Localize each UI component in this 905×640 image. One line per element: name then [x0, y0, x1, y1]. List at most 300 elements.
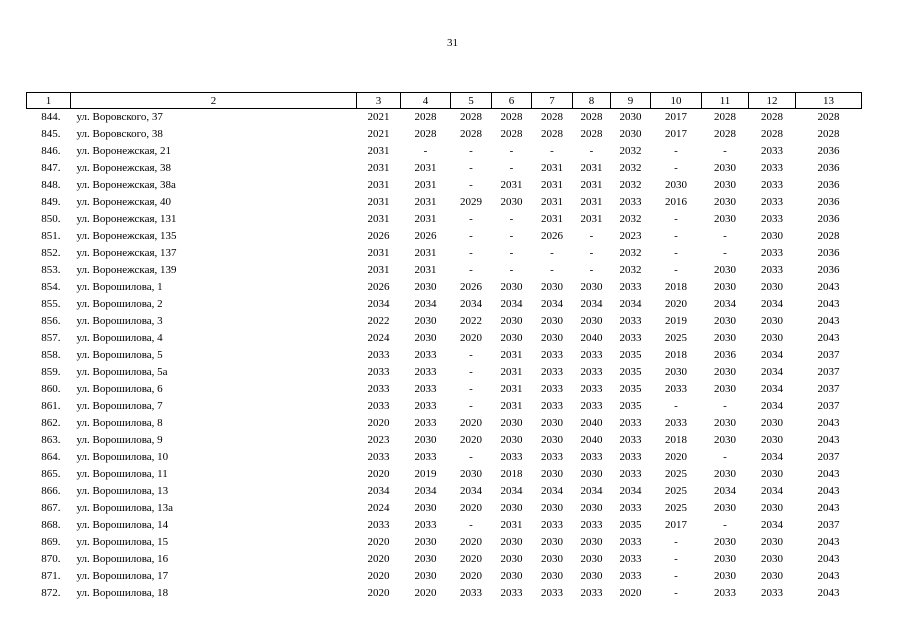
- year-cell: 2030: [500, 281, 523, 293]
- year-cell: 2030: [541, 315, 563, 327]
- year-cell: -: [469, 366, 473, 378]
- year-cell: 2031: [580, 179, 603, 191]
- year-cell: 2017: [665, 111, 687, 123]
- row-number: 858.: [41, 349, 61, 361]
- year-cell: 2035: [619, 349, 642, 361]
- year-cell: -: [469, 451, 473, 463]
- year-cell: 2030: [714, 315, 736, 327]
- year-cell: 2037: [817, 366, 840, 378]
- table-row: [27, 381, 862, 398]
- year-cell: 2033: [619, 468, 642, 480]
- year-cell: 2018: [665, 281, 687, 293]
- table-row: [27, 500, 862, 517]
- year-cell: 2020: [367, 468, 390, 480]
- row-number: 845.: [41, 128, 61, 140]
- column-header: 6: [492, 93, 532, 109]
- address-cell: ул. Ворошилова, 8: [76, 417, 163, 429]
- year-cell: 2033: [619, 570, 642, 582]
- year-cell: 2030: [761, 553, 783, 565]
- table-row: [27, 245, 862, 262]
- year-cell: -: [674, 247, 678, 259]
- year-cell: 2030: [541, 468, 563, 480]
- year-cell: 2035: [619, 366, 642, 378]
- year-cell: 2026: [367, 230, 390, 242]
- year-cell: 2031: [367, 145, 390, 157]
- year-cell: 2034: [460, 298, 482, 310]
- column-header: 1: [27, 93, 71, 109]
- year-cell: 2033: [541, 451, 563, 463]
- row-number: 855.: [41, 298, 61, 310]
- address-cell: ул. Ворошилова, 13а: [76, 502, 174, 514]
- year-cell: 2030: [541, 417, 563, 429]
- table-row: [27, 109, 862, 127]
- year-cell: 2028: [761, 111, 783, 123]
- year-cell: 2033: [414, 383, 437, 395]
- year-cell: 2030: [580, 468, 603, 480]
- year-cell: -: [469, 400, 473, 412]
- address-cell: ул. Ворошилова, 6: [76, 383, 163, 395]
- year-cell: 2021: [367, 128, 390, 140]
- year-cell: -: [589, 247, 594, 259]
- table-row: [27, 415, 862, 432]
- year-cell: 2020: [367, 536, 390, 548]
- year-cell: 2020: [460, 434, 482, 446]
- year-cell: -: [469, 383, 473, 395]
- year-cell: 2031: [367, 162, 390, 174]
- year-cell: 2033: [500, 587, 523, 599]
- row-number: 853.: [41, 264, 61, 276]
- year-cell: 2026: [541, 230, 563, 242]
- year-cell: 2035: [619, 400, 642, 412]
- year-cell: 2030: [714, 502, 736, 514]
- year-cell: -: [674, 162, 678, 174]
- year-cell: 2037: [817, 519, 840, 531]
- year-cell: 2028: [714, 128, 736, 140]
- column-header: 5: [451, 93, 492, 109]
- year-cell: 2026: [414, 230, 437, 242]
- year-cell: 2020: [460, 332, 482, 344]
- year-cell: -: [674, 145, 678, 157]
- row-number: 857.: [41, 332, 61, 344]
- year-cell: -: [509, 162, 514, 174]
- row-number: 870.: [41, 553, 61, 565]
- year-cell: 2034: [367, 298, 390, 310]
- year-cell: 2020: [460, 553, 482, 565]
- year-cell: 2030: [500, 417, 523, 429]
- year-cell: -: [509, 230, 514, 242]
- address-cell: ул. Ворошилова, 4: [76, 332, 163, 344]
- row-number: 856.: [41, 315, 61, 327]
- year-cell: 2033: [414, 417, 437, 429]
- year-cell: 2018: [500, 468, 523, 480]
- year-cell: 2016: [665, 196, 687, 208]
- year-cell: 2031: [500, 366, 523, 378]
- address-cell: ул. Ворошилова, 17: [76, 570, 169, 582]
- year-cell: 2020: [367, 553, 390, 565]
- year-cell: 2030: [541, 502, 563, 514]
- year-cell: 2031: [414, 213, 437, 225]
- column-header: 10: [651, 93, 702, 109]
- year-cell: 2037: [817, 349, 840, 361]
- year-cell: -: [723, 247, 727, 259]
- address-cell: ул. Воронежская, 135: [76, 230, 177, 242]
- year-cell: 2034: [761, 383, 783, 395]
- row-number: 849.: [41, 196, 61, 208]
- year-cell: 2030: [714, 417, 736, 429]
- column-header: 8: [573, 93, 611, 109]
- year-cell: 2033: [761, 162, 783, 174]
- year-cell: -: [423, 145, 428, 157]
- row-number: 847.: [41, 162, 61, 174]
- year-cell: 2031: [580, 162, 603, 174]
- address-cell: ул. Воронежская, 131: [76, 213, 177, 225]
- year-cell: 2030: [619, 128, 642, 140]
- table-row: [27, 347, 862, 364]
- year-cell: 2030: [541, 332, 563, 344]
- address-cell: ул. Ворошилова, 1: [76, 281, 163, 293]
- year-cell: 2034: [761, 519, 783, 531]
- address-cell: ул. Воронежская, 38: [76, 162, 172, 174]
- year-cell: 2035: [619, 383, 642, 395]
- year-cell: 2020: [665, 298, 687, 310]
- year-cell: -: [550, 264, 554, 276]
- address-cell: ул. Ворошилова, 3: [76, 315, 163, 327]
- table-row: [27, 432, 862, 449]
- year-cell: 2031: [414, 179, 437, 191]
- row-number: 861.: [41, 400, 61, 412]
- year-cell: 2033: [541, 587, 563, 599]
- year-cell: 2033: [367, 451, 390, 463]
- year-cell: 2031: [500, 349, 523, 361]
- year-cell: 2030: [500, 553, 523, 565]
- header-row: [27, 93, 862, 109]
- year-cell: 2033: [414, 400, 437, 412]
- table-row: [27, 398, 862, 415]
- row-number: 851.: [41, 230, 61, 242]
- year-cell: 2029: [460, 196, 482, 208]
- year-cell: -: [469, 179, 473, 191]
- year-cell: 2018: [665, 434, 687, 446]
- year-cell: 2034: [414, 298, 437, 310]
- year-cell: 2028: [817, 111, 840, 123]
- year-cell: 2033: [367, 400, 390, 412]
- year-cell: 2031: [367, 213, 390, 225]
- year-cell: 2034: [619, 298, 642, 310]
- year-cell: 2040: [580, 434, 603, 446]
- row-number: 868.: [41, 519, 61, 531]
- year-cell: 2020: [665, 451, 687, 463]
- year-cell: 2030: [761, 417, 783, 429]
- table-row: [27, 483, 862, 500]
- year-cell: 2030: [414, 536, 437, 548]
- address-cell: ул. Ворошилова, 7: [76, 400, 163, 412]
- table-row: [27, 194, 862, 211]
- year-cell: 2028: [761, 128, 783, 140]
- year-cell: 2033: [619, 434, 642, 446]
- year-cell: -: [509, 264, 514, 276]
- year-cell: -: [723, 451, 727, 463]
- table-row: [27, 279, 862, 296]
- year-cell: 2030: [714, 536, 736, 548]
- year-cell: 2036: [817, 196, 840, 208]
- year-cell: 2040: [580, 417, 603, 429]
- year-cell: 2043: [817, 434, 840, 446]
- year-cell: 2034: [580, 298, 603, 310]
- table-row: [27, 517, 862, 534]
- year-cell: 2033: [580, 519, 603, 531]
- address-cell: ул. Ворошилова, 9: [76, 434, 163, 446]
- year-cell: 2033: [761, 247, 783, 259]
- year-cell: 2043: [817, 298, 840, 310]
- year-cell: 2031: [367, 179, 390, 191]
- year-cell: 2030: [500, 570, 523, 582]
- year-cell: 2043: [817, 315, 840, 327]
- year-cell: 2030: [500, 536, 523, 548]
- year-cell: -: [674, 230, 678, 242]
- row-number: 866.: [41, 485, 61, 497]
- year-cell: 2030: [761, 315, 783, 327]
- year-cell: 2030: [541, 536, 563, 548]
- year-cell: 2031: [414, 196, 437, 208]
- year-cell: 2034: [761, 366, 783, 378]
- year-cell: 2030: [714, 570, 736, 582]
- year-cell: 2033: [500, 451, 523, 463]
- address-cell: ул. Воронежская, 139: [76, 264, 177, 276]
- year-cell: 2043: [817, 502, 840, 514]
- year-cell: 2031: [367, 264, 390, 276]
- year-cell: 2031: [414, 247, 437, 259]
- year-cell: 2033: [619, 332, 642, 344]
- year-cell: 2033: [619, 536, 642, 548]
- address-cell: ул. Воронежская, 38а: [76, 179, 176, 191]
- year-cell: -: [723, 519, 727, 531]
- row-number: 864.: [41, 451, 61, 463]
- year-cell: 2036: [714, 349, 736, 361]
- year-cell: 2030: [500, 332, 523, 344]
- year-cell: 2033: [619, 315, 642, 327]
- table-body: [27, 109, 862, 603]
- year-cell: 2030: [714, 196, 736, 208]
- year-cell: 2037: [817, 451, 840, 463]
- year-cell: 2032: [619, 247, 642, 259]
- year-cell: 2030: [580, 553, 603, 565]
- year-cell: 2033: [580, 451, 603, 463]
- year-cell: 2043: [817, 553, 840, 565]
- year-cell: -: [589, 264, 594, 276]
- year-cell: 2030: [414, 570, 437, 582]
- table-row: [27, 211, 862, 228]
- table-row: [27, 262, 862, 279]
- year-cell: 2030: [414, 434, 437, 446]
- address-cell: ул. Ворошилова, 11: [76, 468, 168, 480]
- address-cell: ул. Ворошилова, 18: [76, 587, 169, 599]
- year-cell: 2031: [580, 196, 603, 208]
- year-cell: 2030: [761, 332, 783, 344]
- year-cell: 2037: [817, 400, 840, 412]
- year-cell: 2033: [761, 196, 783, 208]
- row-number: 859.: [41, 366, 61, 378]
- year-cell: 2022: [367, 315, 390, 327]
- year-cell: 2043: [817, 587, 840, 599]
- year-cell: 2030: [541, 553, 563, 565]
- year-cell: 2034: [761, 451, 783, 463]
- year-cell: 2030: [541, 570, 563, 582]
- year-cell: 2030: [761, 468, 783, 480]
- year-cell: 2020: [367, 417, 390, 429]
- year-cell: 2043: [817, 536, 840, 548]
- year-cell: 2033: [367, 519, 390, 531]
- year-cell: -: [469, 264, 473, 276]
- year-cell: 2031: [580, 213, 603, 225]
- row-number: 871.: [41, 570, 61, 582]
- year-cell: 2030: [580, 315, 603, 327]
- column-header: 12: [749, 93, 796, 109]
- year-cell: 2020: [460, 502, 482, 514]
- column-header: 7: [532, 93, 573, 109]
- year-cell: 2019: [414, 468, 437, 480]
- year-cell: 2028: [817, 230, 840, 242]
- column-header: 13: [796, 93, 862, 109]
- year-cell: 2034: [367, 485, 390, 497]
- year-cell: 2030: [500, 434, 523, 446]
- year-cell: 2030: [714, 553, 736, 565]
- year-cell: 2034: [761, 349, 783, 361]
- table-row: [27, 228, 862, 245]
- year-cell: 2031: [541, 213, 563, 225]
- year-cell: 2034: [460, 485, 482, 497]
- year-cell: 2033: [541, 519, 563, 531]
- year-cell: 2033: [541, 400, 563, 412]
- year-cell: 2020: [367, 570, 390, 582]
- year-cell: 2033: [619, 451, 642, 463]
- column-header: 2: [71, 93, 357, 109]
- year-cell: 2034: [500, 485, 523, 497]
- year-cell: 2043: [817, 468, 840, 480]
- year-cell: 2018: [665, 349, 687, 361]
- table-row: [27, 364, 862, 381]
- year-cell: 2030: [714, 332, 736, 344]
- year-cell: 2020: [460, 570, 482, 582]
- row-number: 863.: [41, 434, 61, 446]
- year-cell: 2020: [367, 587, 390, 599]
- table-row: [27, 177, 862, 194]
- year-cell: -: [509, 213, 514, 225]
- row-number: 844.: [41, 111, 61, 123]
- year-cell: 2031: [367, 196, 390, 208]
- year-cell: -: [723, 400, 727, 412]
- year-cell: -: [469, 213, 473, 225]
- address-cell: ул. Воровского, 38: [76, 128, 163, 140]
- year-cell: 2032: [619, 145, 642, 157]
- year-cell: -: [550, 247, 554, 259]
- year-cell: 2033: [619, 417, 642, 429]
- column-header: 4: [401, 93, 451, 109]
- year-cell: -: [550, 145, 554, 157]
- year-cell: 2031: [500, 400, 523, 412]
- table-row: [27, 313, 862, 330]
- year-cell: 2020: [414, 587, 437, 599]
- year-cell: 2033: [619, 502, 642, 514]
- year-cell: 2033: [414, 519, 437, 531]
- year-cell: 2043: [817, 332, 840, 344]
- year-cell: 2028: [414, 128, 437, 140]
- year-cell: 2036: [817, 179, 840, 191]
- row-number: 860.: [41, 383, 61, 395]
- year-cell: 2033: [761, 264, 783, 276]
- address-cell: ул. Воронежская, 21: [76, 145, 172, 157]
- year-cell: 2033: [619, 196, 642, 208]
- year-cell: -: [674, 587, 678, 599]
- year-cell: 2034: [541, 298, 563, 310]
- year-cell: 2031: [541, 179, 563, 191]
- year-cell: 2028: [460, 128, 482, 140]
- year-cell: 2032: [619, 179, 642, 191]
- year-cell: 2036: [817, 162, 840, 174]
- year-cell: 2037: [817, 383, 840, 395]
- row-number: 862.: [41, 417, 61, 429]
- year-cell: 2030: [500, 315, 523, 327]
- year-cell: 2030: [619, 111, 642, 123]
- year-cell: 2031: [500, 179, 523, 191]
- year-cell: 2036: [817, 264, 840, 276]
- year-cell: 2034: [761, 485, 783, 497]
- table-row: [27, 160, 862, 177]
- year-cell: 2030: [761, 434, 783, 446]
- year-cell: 2033: [761, 213, 783, 225]
- table-row: [27, 551, 862, 568]
- year-cell: 2033: [619, 553, 642, 565]
- year-cell: 2030: [714, 162, 736, 174]
- year-cell: 2033: [580, 349, 603, 361]
- address-cell: ул. Ворошилова, 5а: [76, 366, 168, 378]
- year-cell: 2030: [714, 434, 736, 446]
- page-number: 31: [447, 37, 458, 49]
- address-cell: ул. Ворошилова, 13: [76, 485, 169, 497]
- year-cell: 2036: [817, 145, 840, 157]
- table-row: [27, 534, 862, 551]
- year-cell: 2043: [817, 485, 840, 497]
- year-cell: 2032: [619, 264, 642, 276]
- year-cell: -: [589, 145, 594, 157]
- year-cell: 2028: [500, 111, 523, 123]
- year-cell: 2033: [541, 349, 563, 361]
- year-cell: 2028: [580, 111, 603, 123]
- year-cell: -: [469, 230, 473, 242]
- year-cell: 2031: [500, 519, 523, 531]
- year-cell: 2033: [367, 383, 390, 395]
- row-number: 846.: [41, 145, 61, 157]
- year-cell: 2030: [414, 315, 437, 327]
- year-cell: 2033: [460, 587, 482, 599]
- year-cell: -: [469, 162, 473, 174]
- year-cell: 2025: [665, 502, 687, 514]
- year-cell: 2033: [665, 383, 687, 395]
- year-cell: 2030: [460, 468, 482, 480]
- address-cell: ул. Ворошилова, 16: [76, 553, 169, 565]
- row-number: 869.: [41, 536, 61, 548]
- year-cell: 2020: [619, 587, 642, 599]
- year-cell: 2033: [541, 383, 563, 395]
- year-cell: 2030: [414, 553, 437, 565]
- row-number: 848.: [41, 179, 61, 191]
- year-cell: -: [469, 247, 473, 259]
- address-cell: ул. Воронежская, 137: [76, 247, 177, 259]
- year-cell: 2030: [580, 570, 603, 582]
- year-cell: 2043: [817, 281, 840, 293]
- year-cell: 2033: [580, 400, 603, 412]
- year-cell: -: [674, 213, 678, 225]
- year-cell: -: [469, 349, 473, 361]
